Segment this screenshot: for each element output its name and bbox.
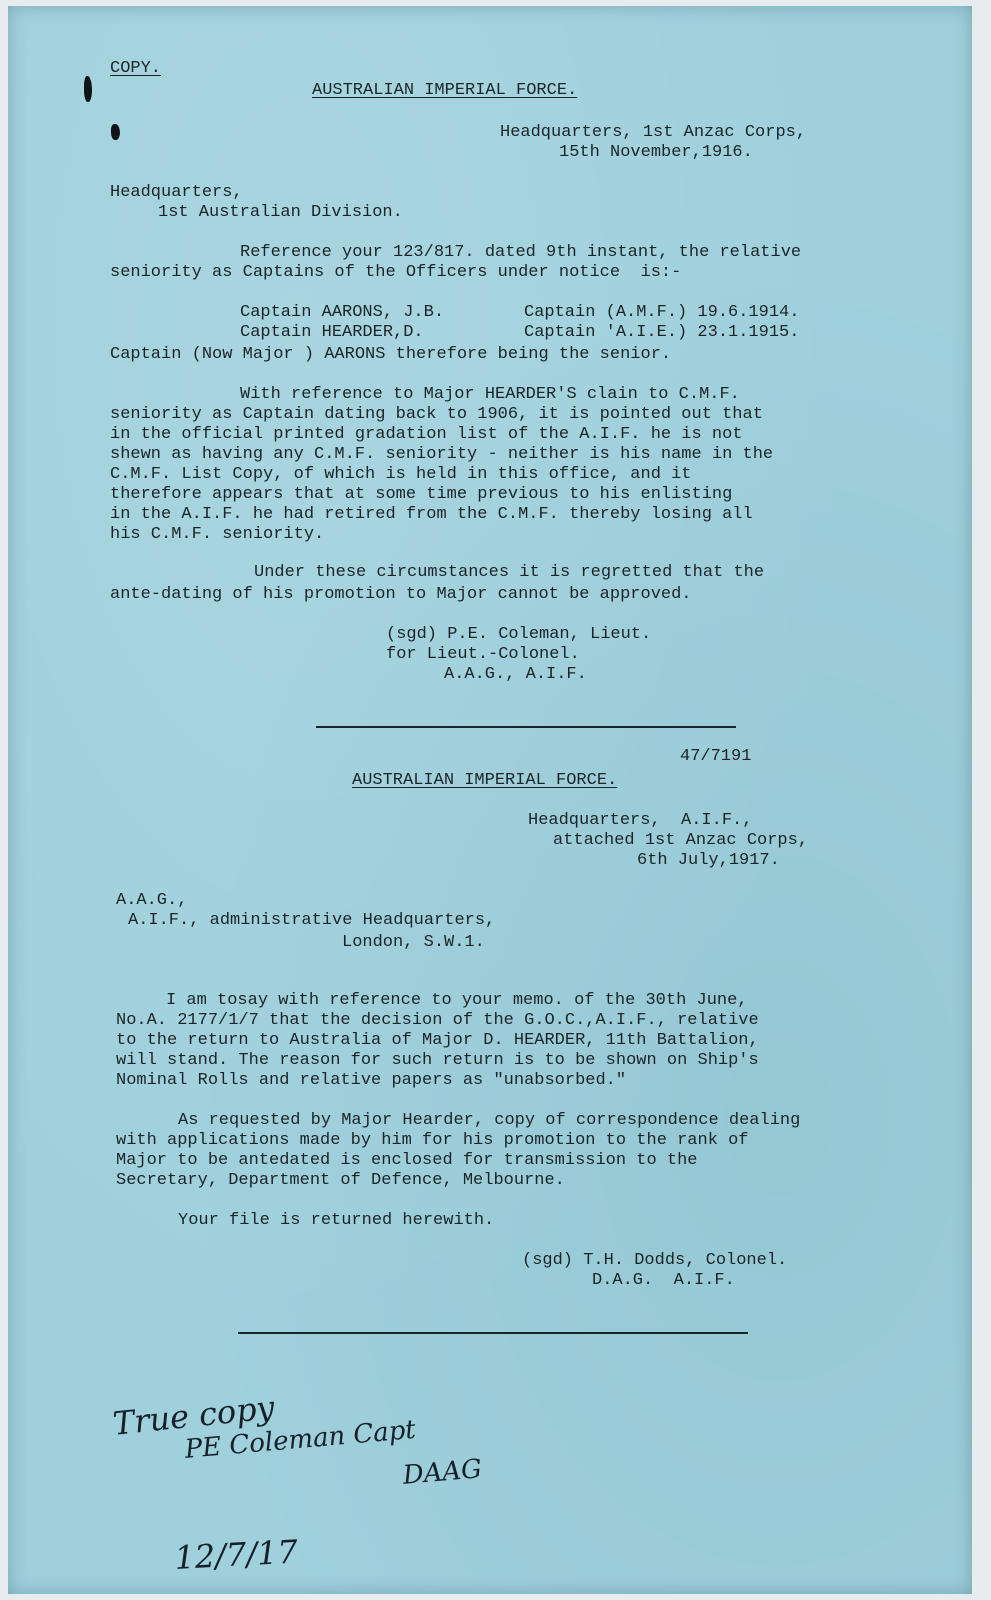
letter2-para2-line1: As requested by Major Hearder, copy of correspondence dealing	[178, 1111, 801, 1130]
letter1-para3-line1: Under these circumstances it is regretted that the	[254, 563, 765, 582]
ink-mark	[84, 76, 92, 102]
letter2-from-line2: attached 1st Anzac Corps,	[553, 831, 809, 850]
letter2-title: AUSTRALIAN IMPERIAL FORCE.	[352, 771, 618, 790]
letter2-para1-line2: No.A. 2177/1/7 that the decision of the G.O.C.,A.I.F., relative	[116, 1011, 759, 1030]
letter1-para2-line3: in the official printed gradation list of the A.I.F. he is not	[110, 425, 743, 444]
letter2-reference-number: 47/7191	[680, 747, 752, 766]
document-page	[8, 6, 972, 1594]
letter2-date: 6th July,1917.	[637, 851, 780, 870]
senior-statement: Captain (Now Major ) AARONS therefore being the senior.	[110, 345, 672, 364]
letter1-date: 15th November,1916.	[559, 143, 753, 162]
letter2-to-line3: London, S.W.1.	[342, 933, 485, 952]
letter1-para1-line2: seniority as Captains of the Officers under notice is:-	[110, 263, 682, 282]
letter1-para2-line1: With reference to Major HEARDER'S clain to C.M.F.	[240, 385, 740, 404]
letter1-signature-line1: (sgd) P.E. Coleman, Lieut.	[386, 625, 652, 644]
handwritten-true-copy: True copy	[111, 1388, 277, 1443]
letter1-para2-line2: seniority as Captain dating back to 1906, it is pointed out that	[110, 405, 763, 424]
seniority-row1-rank: Captain (A.M.F.) 19.6.1914.	[524, 303, 800, 322]
letter2-para2-line2: with applications made by him for his promotion to the rank of	[116, 1131, 749, 1150]
handwritten-rank: DAAG	[401, 1454, 484, 1491]
letter1-para2-line6: therefore appears that at some time previous to his enlisting	[110, 485, 733, 504]
letter1-title: AUSTRALIAN IMPERIAL FORCE.	[312, 81, 578, 100]
section-divider	[316, 726, 736, 728]
letter2-to-line1: A.A.G.,	[116, 891, 188, 910]
handwritten-signature: PE Coleman Capt	[183, 1414, 417, 1465]
letter1-to-line2: 1st Australian Division.	[158, 203, 403, 222]
seniority-row2-name: Captain HEARDER,D.	[240, 323, 424, 342]
seniority-row2-rank: Captain 'A.I.E.) 23.1.1915.	[524, 323, 800, 342]
ink-mark	[111, 124, 120, 140]
letter2-para1-line1: I am tosay with reference to your memo. of the 30th June,	[166, 991, 748, 1010]
letter1-to-line1: Headquarters,	[110, 183, 243, 202]
letter2-para2-line3: Major to be antedated is enclosed for transmission to the	[116, 1151, 698, 1170]
letter1-para3-line2: ante-dating of his promotion to Major cannot be approved.	[110, 585, 692, 604]
letter2-to-line2: A.I.F., administrative Headquarters,	[128, 911, 496, 930]
letter1-from-line1: Headquarters, 1st Anzac Corps,	[500, 123, 807, 142]
section-divider	[238, 1332, 748, 1334]
letter2-signature-line1: (sgd) T.H. Dodds, Colonel.	[522, 1251, 788, 1270]
letter2-para2-line4: Secretary, Department of Defence, Melbourne.	[116, 1171, 565, 1190]
letter1-para2-line8: his C.M.F. seniority.	[110, 525, 325, 544]
copy-label: COPY.	[110, 59, 162, 78]
letter2-para3: Your file is returned herewith.	[178, 1211, 495, 1230]
letter1-para1-line1: Reference your 123/817. dated 9th instant, the relative	[240, 243, 802, 262]
seniority-row1-name: Captain AARONS, J.B.	[240, 303, 445, 322]
letter2-para1-line3: to the return to Australia of Major D. HEARDER, 11th Battalion,	[116, 1031, 759, 1050]
handwritten-date: 12/7/17	[173, 1532, 299, 1577]
letter1-para2-line5: C.M.F. List Copy, of which is held in this office, and it	[110, 465, 692, 484]
letter2-para1-line4: will stand. The reason for such return is to be shown on Ship's	[116, 1051, 759, 1070]
letter2-from-line1: Headquarters, A.I.F.,	[528, 811, 753, 830]
letter1-para2-line4: shewn as having any C.M.F. seniority - neither is his name in the	[110, 445, 774, 464]
letter1-para2-line7: in the A.I.F. he had retired from the C.M.F. thereby losing all	[110, 505, 753, 524]
letter1-signature-line2: for Lieut.-Colonel.	[386, 645, 580, 664]
letter2-signature-line2: D.A.G. A.I.F.	[592, 1271, 735, 1290]
letter2-para1-line5: Nominal Rolls and relative papers as "unabsorbed."	[116, 1071, 627, 1090]
letter1-signature-line3: A.A.G., A.I.F.	[444, 665, 587, 684]
